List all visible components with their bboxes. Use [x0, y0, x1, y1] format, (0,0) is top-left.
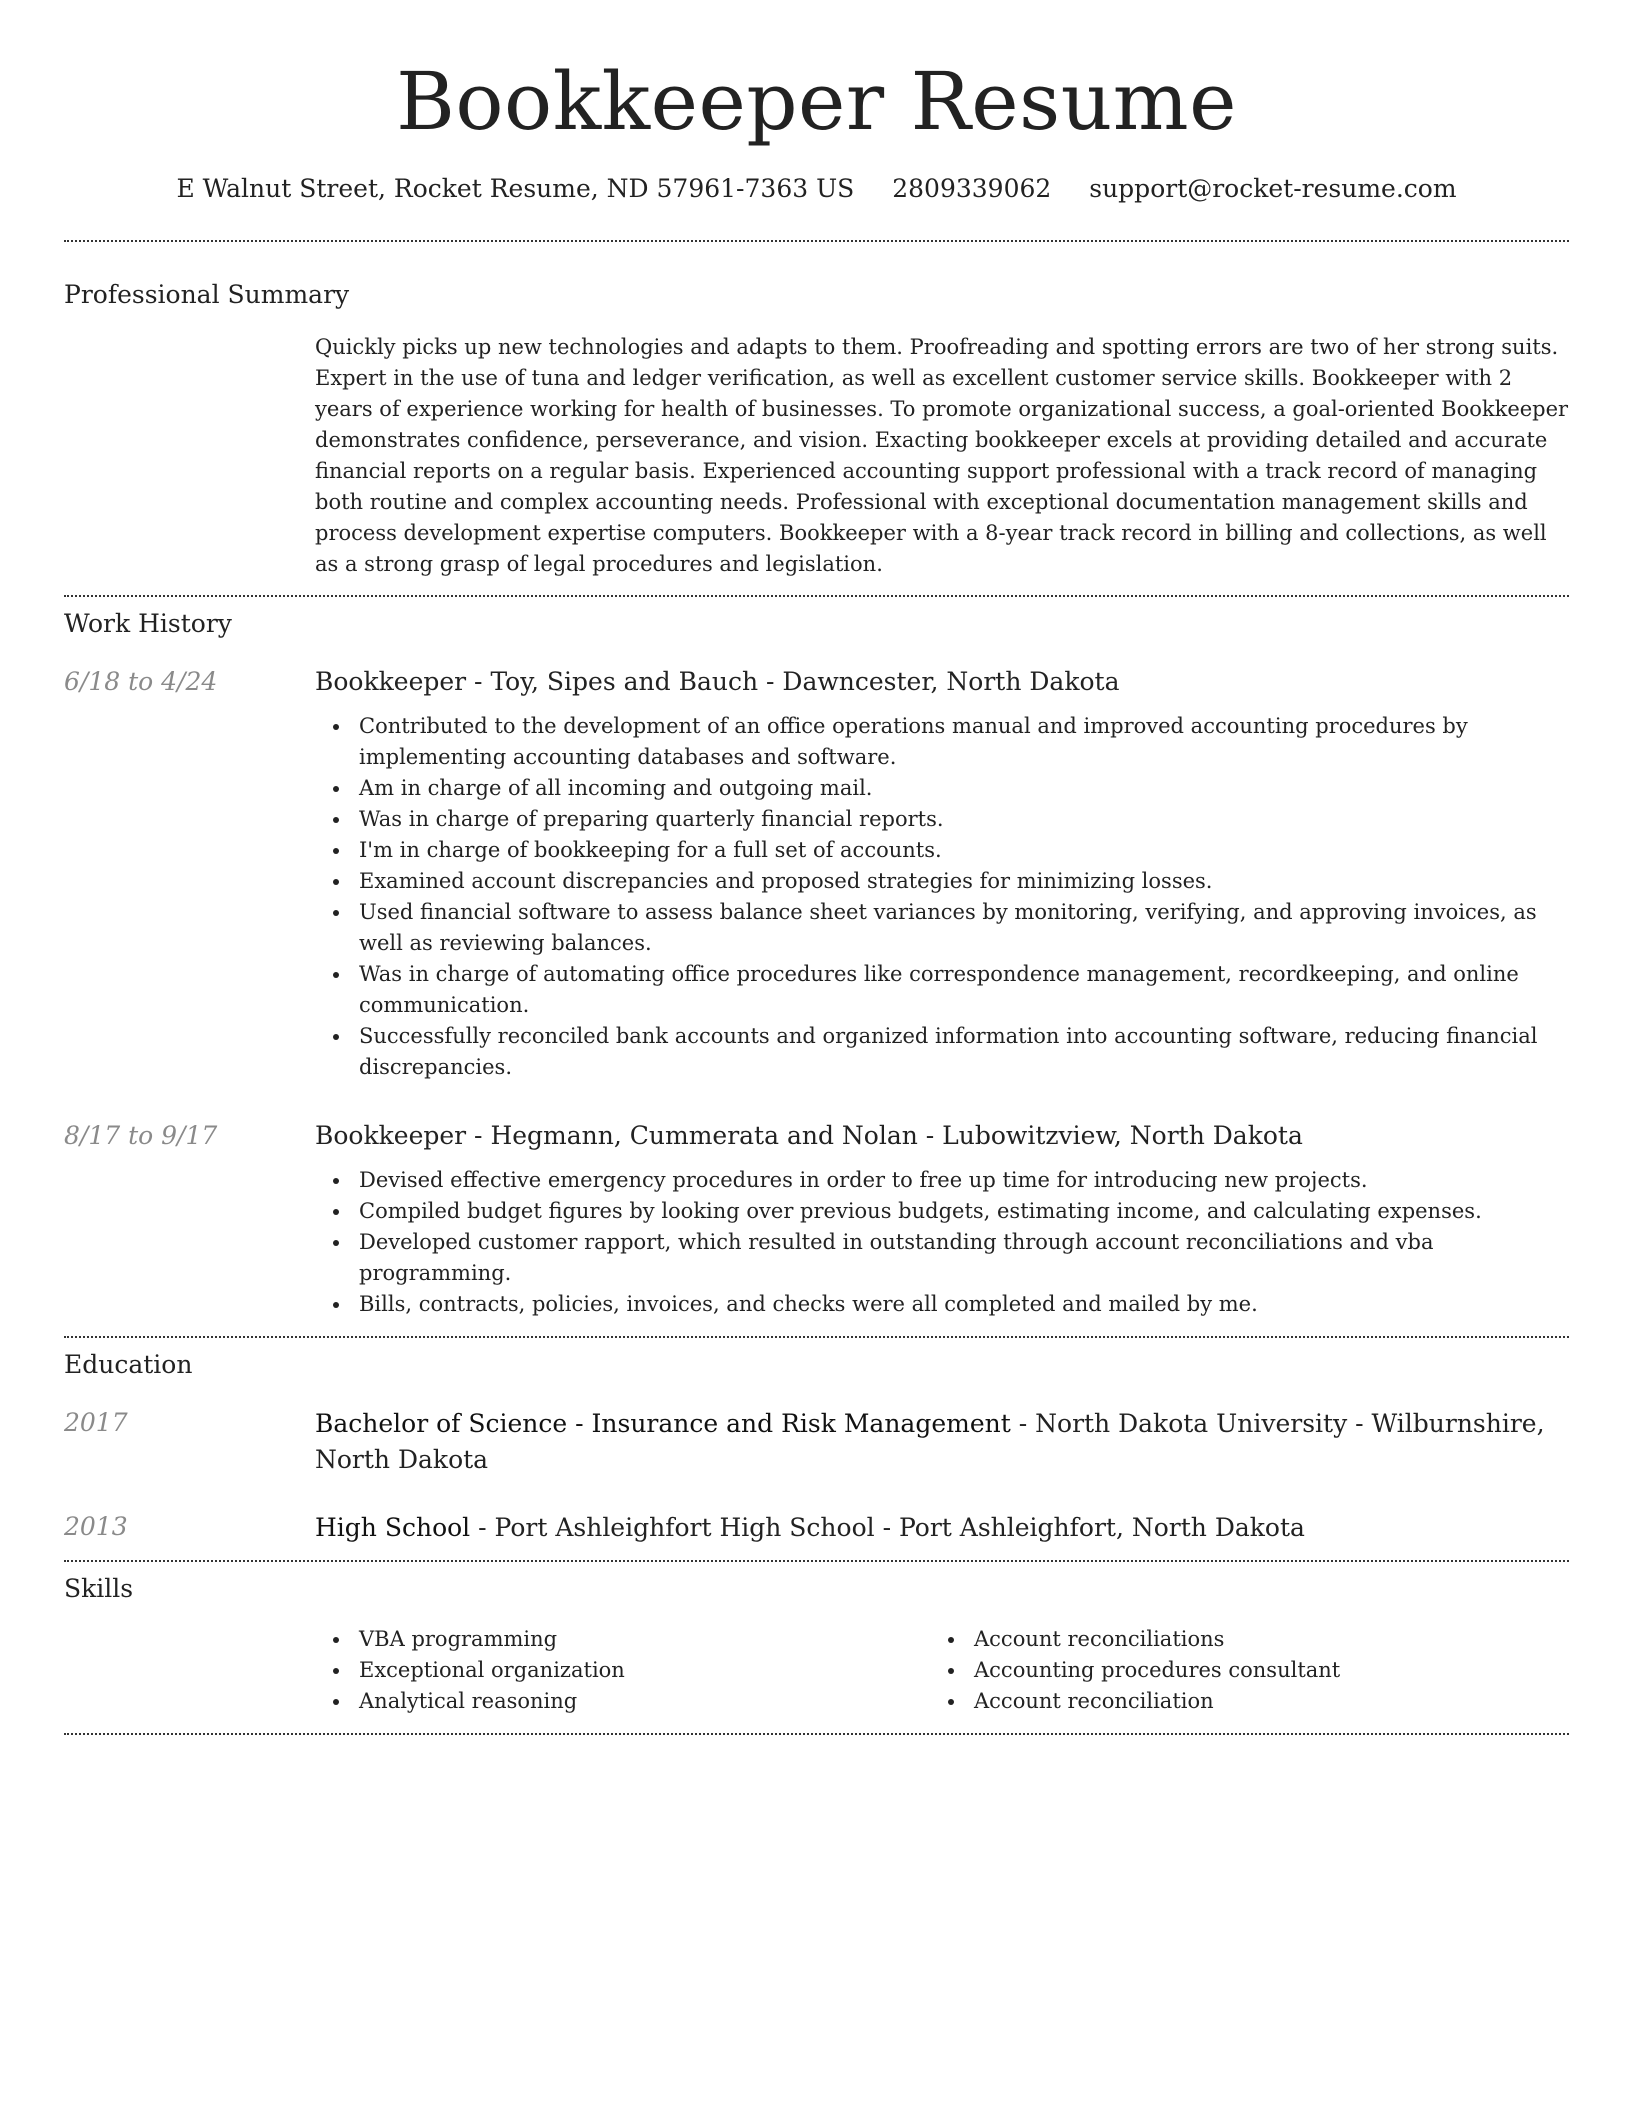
education-entry [64, 1406, 1569, 1478]
skills-spacer [64, 1624, 315, 1717]
list-item: Contributed to the development of an office operations manual and improved accounting procedures by implementing accounting databases and software. [315, 711, 1569, 773]
job-duties-list [315, 1165, 1569, 1320]
work-history-heading: Work History [64, 609, 232, 638]
skill-item: Account reconciliation [930, 1686, 1545, 1717]
list-item: Am in charge of all incoming and outgoing mail. [315, 773, 1569, 804]
job-entry [64, 665, 1569, 1083]
summary-spacer [64, 332, 315, 580]
contact-phone: 2809339062 [892, 174, 1052, 203]
education-year: 2017 [64, 1408, 128, 1437]
job-dates: 8/17 to 9/17 [64, 1121, 218, 1150]
job-dates: 6/18 to 4/24 [64, 667, 218, 696]
list-item: I'm in charge of bookkeeping for a full set of accounts. [315, 835, 1569, 866]
list-item: Developed customer rapport, which resulted in outstanding through account reconciliations and vba programming. [315, 1227, 1569, 1289]
contact-line [64, 172, 1569, 206]
summary-text: Quickly picks up new technologies and adapts to them. Proofreading and spotting errors are two of her strong suits. Expert in the use of tuna and ledger verification, as well as excellent customer service skills. Bookkeeper with 2 years of experience working for health of businesses. To promote organizational success, a goal-oriented Bookkeeper demonstrates confidence, perseverance, and vision. Exacting bookkeeper excels at providing detailed and accurate financial reports on a regular basis. Experienced accounting support professional with a track record of managing both routine and complex accounting needs. Professional with exceptional documentation management skills and process development expertise computers. Bookkeeper with a 8-year track record in billing and collections, as well as a strong grasp of legal procedures and legislation. [315, 335, 1569, 576]
education-details: - North Dakota University - Wilburnshire, North Dakota [315, 1409, 1545, 1474]
job-title: Bookkeeper - Toy, Sipes and Bauch - Dawncester, North Dakota [315, 667, 1120, 696]
skills-section [64, 1572, 1569, 1717]
work-history-section [64, 607, 1569, 1320]
skill-item: Exceptional organization [315, 1655, 930, 1686]
skills-list-left [315, 1624, 930, 1717]
list-item: Compiled budget figures by looking over previous budgets, estimating income, and calculating expenses. [315, 1196, 1569, 1227]
contact-address: E Walnut Street, Rocket Resume, ND 57961-7363 US [176, 174, 855, 203]
education-degree: Bachelor of Science - Insurance and Risk Management [315, 1409, 1011, 1438]
divider [64, 595, 1569, 597]
divider [64, 1733, 1569, 1735]
list-item: Bills, contracts, policies, invoices, and checks were all completed and mailed by me. [315, 1289, 1569, 1320]
education-section [64, 1348, 1569, 1546]
divider [64, 1336, 1569, 1338]
list-item: Used financial software to assess balance sheet variances by monitoring, verifying, and approving invoices, as well as reviewing balances. [315, 897, 1569, 959]
skill-item: Account reconciliations [930, 1624, 1545, 1655]
skill-item: Accounting procedures consultant [930, 1655, 1545, 1686]
divider [64, 1560, 1569, 1562]
job-entry [64, 1119, 1569, 1320]
education-year: 2013 [64, 1512, 128, 1541]
education-heading: Education [64, 1350, 193, 1379]
skill-item: Analytical reasoning [315, 1686, 930, 1717]
job-title: Bookkeeper - Hegmann, Cummerata and Nolan - Lubowitzview, North Dakota [315, 1121, 1303, 1150]
list-item: Devised effective emergency procedures in order to free up time for introducing new projects. [315, 1165, 1569, 1196]
list-item: Was in charge of automating office procedures like correspondence management, recordkeeping, and online communication. [315, 959, 1569, 1021]
education-entry [64, 1510, 1569, 1546]
education-details: - Port Ashleighfort High School - Port Ashleighfort, North Dakota [470, 1513, 1305, 1542]
list-item: Successfully reconciled bank accounts and organized information into accounting software, reducing financial discrepancies. [315, 1021, 1569, 1083]
resume-title: Bookkeeper Resume [396, 55, 1237, 148]
list-item: Was in charge of preparing quarterly financial reports. [315, 804, 1569, 835]
skill-item: VBA programming [315, 1624, 930, 1655]
job-duties-list [315, 711, 1569, 1083]
skills-heading: Skills [64, 1574, 134, 1603]
education-degree: High School [315, 1513, 471, 1542]
contact-email: support@rocket-resume.com [1089, 174, 1457, 203]
resume-page [64, 0, 1569, 1735]
list-item: Examined account discrepancies and proposed strategies for minimizing losses. [315, 866, 1569, 897]
divider [64, 240, 1569, 242]
skills-list-right [930, 1624, 1545, 1717]
summary-section [64, 278, 1569, 580]
summary-heading: Professional Summary [64, 280, 350, 309]
